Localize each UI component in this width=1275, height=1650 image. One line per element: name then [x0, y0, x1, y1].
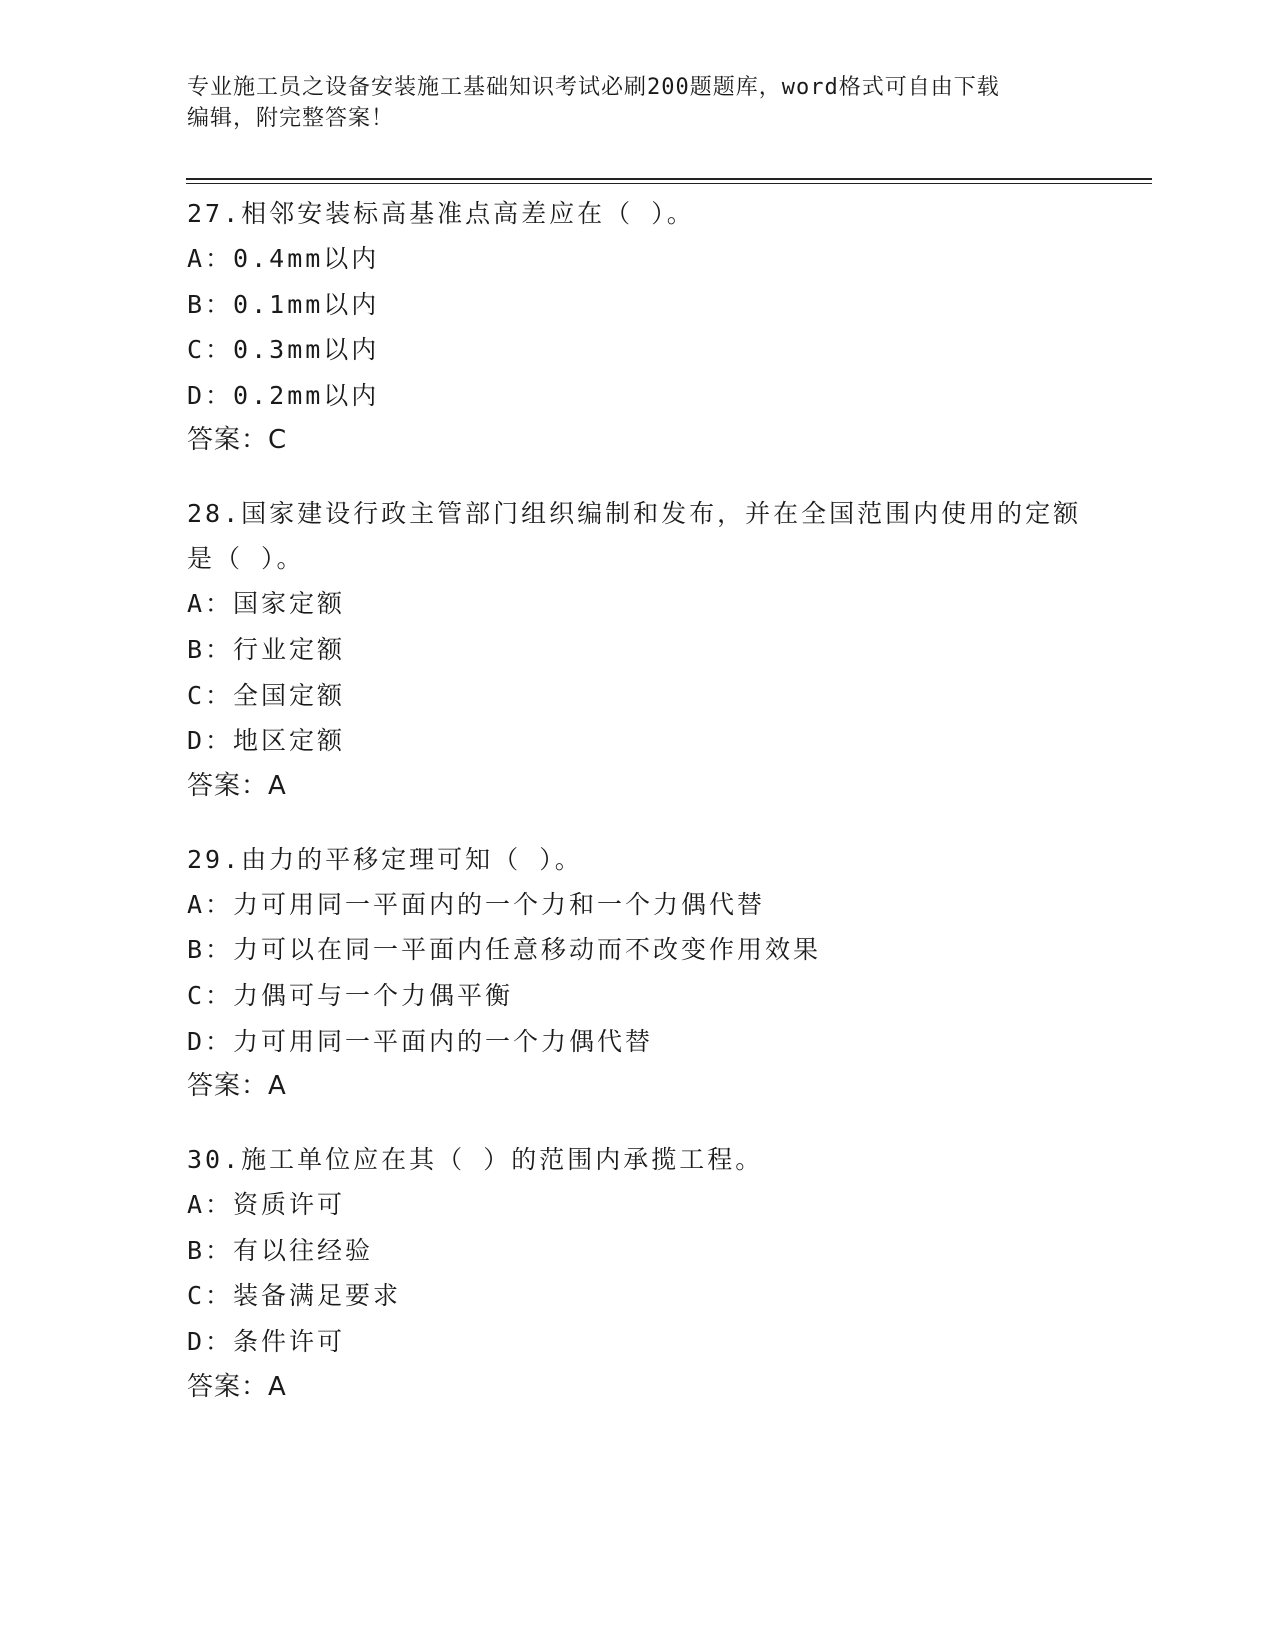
question-29 [187, 837, 1087, 1109]
option-b: B：行业定额 [187, 634, 346, 664]
answer: 答案：A [187, 770, 287, 801]
option-d: D：0.2mm以内 [187, 380, 380, 410]
question-30 [187, 1137, 1087, 1409]
option-d: D：条件许可 [187, 1326, 346, 1356]
answer: 答案：A [187, 1371, 287, 1402]
option-a: A：国家定额 [187, 589, 346, 619]
question-stem: 27.相邻安装标高基准点高差应在（ ）。 [187, 199, 695, 228]
option-d: D：力可用同一平面内的一个力偶代替 [187, 1026, 654, 1056]
question-27 [187, 191, 1087, 463]
question-stem: 28.国家建设行政主管部门组织编制和发布，并在全国范围内使用的定额是（ ）。 [187, 499, 1082, 574]
header-divider-thin [186, 183, 1152, 184]
question-list [187, 191, 1087, 1438]
option-d: D：地区定额 [187, 726, 346, 756]
option-c: C：装备满足要求 [187, 1281, 402, 1311]
option-c: C：全国定额 [187, 680, 346, 710]
option-c: C：0.3mm以内 [187, 335, 380, 365]
header-line-2: 编辑，附完整答案！ [187, 106, 395, 131]
option-b: B：力可以在同一平面内任意移动而不改变作用效果 [187, 935, 822, 965]
answer: 答案：C [187, 425, 288, 456]
option-a: A：资质许可 [187, 1190, 346, 1220]
option-a: A：0.4mm以内 [187, 244, 380, 273]
question-stem: 29.由力的平移定理可知（ ）。 [187, 844, 583, 874]
option-c: C：力偶可与一个力偶平衡 [187, 980, 514, 1010]
question-28 [187, 491, 1087, 808]
answer: 答案：A [187, 1071, 287, 1102]
header-line-1: 专业施工员之设备安装施工基础知识考试必刷200题题库，word格式可自由下载 [187, 75, 1000, 100]
option-b: B：0.1mm以内 [187, 289, 380, 319]
option-b: B：有以往经验 [187, 1235, 374, 1265]
option-a: A：力可用同一平面内的一个力和一个力偶代替 [187, 889, 766, 919]
header-divider-thick [186, 178, 1152, 180]
document-header [187, 72, 1087, 134]
question-stem: 30.施工单位应在其（ ）的范围内承揽工程。 [187, 1145, 764, 1175]
